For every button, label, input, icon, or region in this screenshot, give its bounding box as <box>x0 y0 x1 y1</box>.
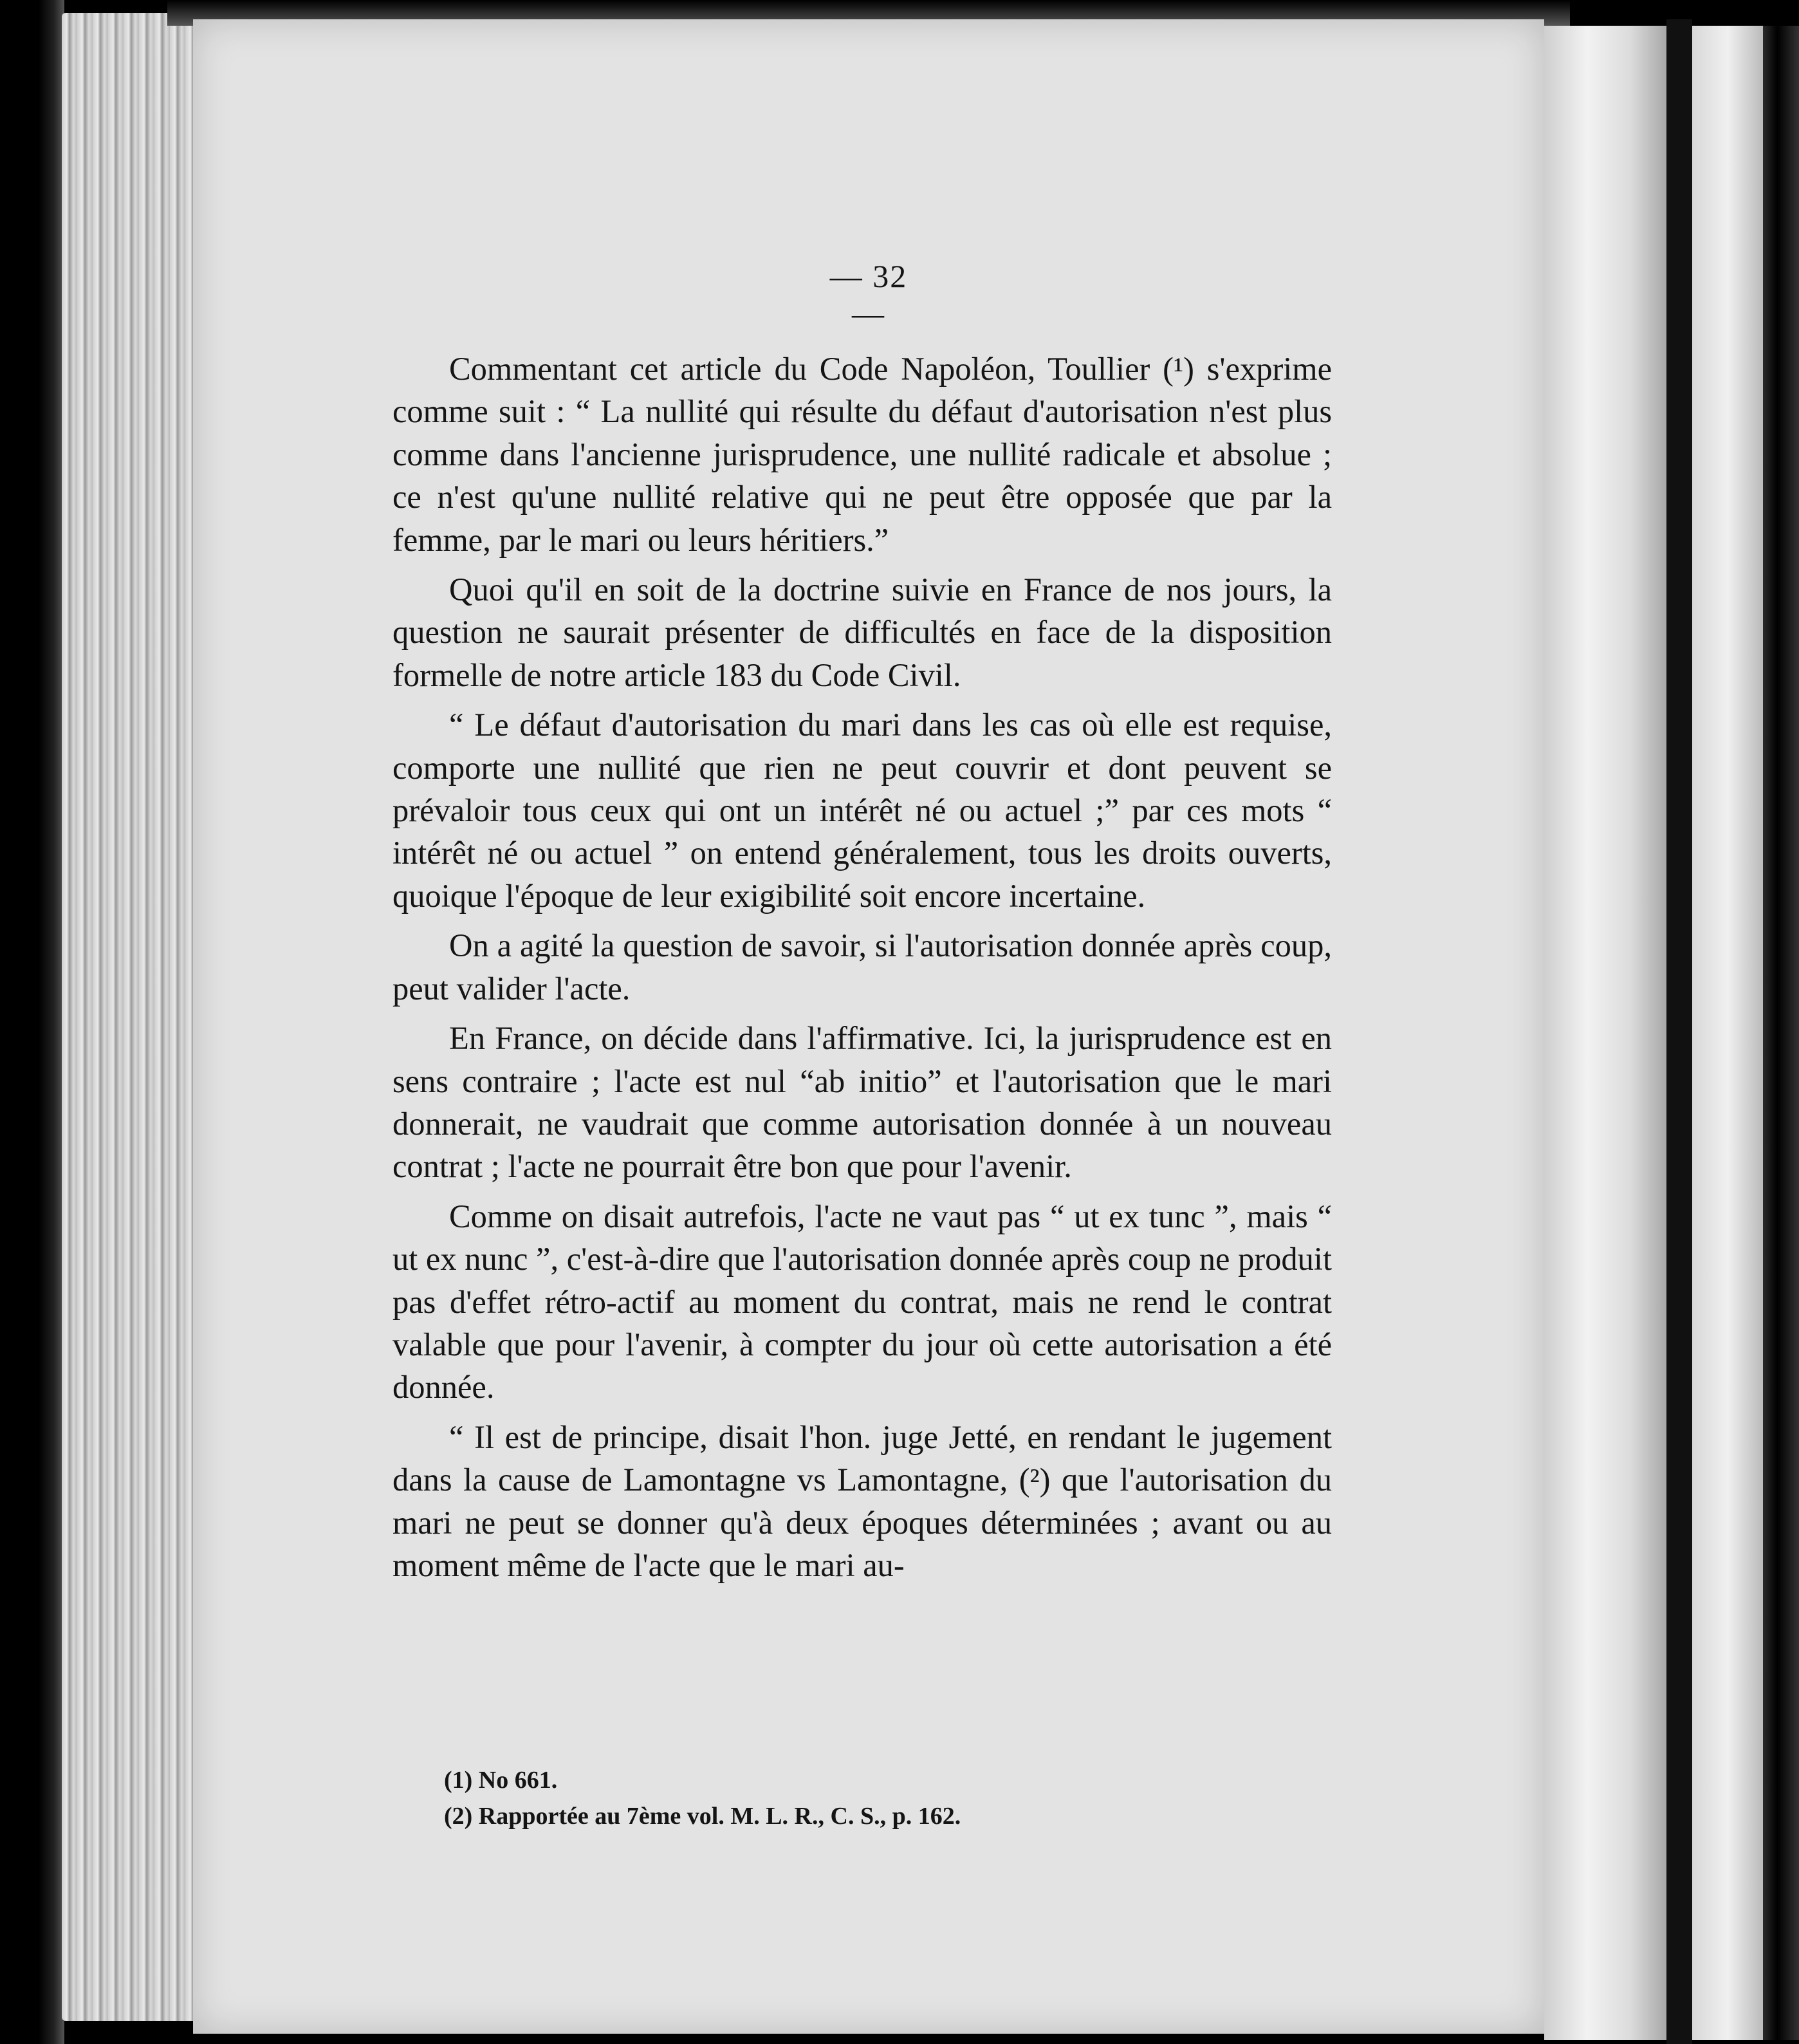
paragraph: On a agité la question de savoir, si l'autorisation donnée après coup, peut valider l'acte. <box>392 927 1332 1007</box>
paragraph: En France, on décide dans l'affirmative. Ici, la jurisprudence est en sens contraire ; l'acte est nul “ab initio” et l'autorisation que le mari donnerait, ne vaudrait que comme autorisation donnée à un nouveau contrat ; l'acte ne pourrait être bon que pour l'avenir. <box>392 1020 1332 1185</box>
book-edge-dark <box>39 0 64 2044</box>
footnote: (1) No 661. <box>444 1767 558 1794</box>
body-text <box>392 348 1332 1593</box>
footnote: (2) Rapportée au 7ème vol. M. L. R., C. S., p. 162. <box>444 1803 961 1830</box>
paragraph: Comme on disait autrefois, l'acte ne vaut pas “ ut ex tunc ”, mais “ ut ex nunc ”, c'est-à-dire que l'autorisation donnée après coup ne produit pas d'effet rétro-actif au moment du contrat, mais ne rend le contrat valable que pour l'avenir, à compter du jour où cette autorisation a été donnée. <box>392 1198 1332 1406</box>
page-number: — 32 — <box>829 258 908 331</box>
next-page-edge <box>1692 26 1763 2040</box>
paragraph: “ Il est de principe, disait l'hon. juge Jetté, en rendant le jugement dans la cause de Lamontagne vs Lamontagne, (²) que l'autorisation du mari ne peut se donner qu'à deux époques déterminées ; avant ou au moment même de l'acte que le mari au- <box>392 1418 1332 1583</box>
page-edges-left <box>62 13 193 2021</box>
book-gutter <box>1544 26 1666 2040</box>
book-spine <box>1666 19 1692 2044</box>
footnotes <box>444 1762 1345 1834</box>
paragraph: “ Le défaut d'autorisation du mari dans les cas où elle est requise, comporte une nullité que rien ne peut couvrir et dont peuvent se prévaloir tous ceux qui ont un intérêt né ou actuel ;” par ces mots “ intérêt né ou actuel ” on entend généralement, tous les droits ouverts, quoique l'époque de leur exigibilité soit encore incertaine. <box>392 707 1332 914</box>
paragraph: Commentant cet article du Code Napoléon, Toullier (¹) s'exprime comme suit : “ La nullité qui résulte du défaut d'autorisation n'est plus comme dans l'ancienne jurisprudence, une nullité radicale et absolue ; ce n'est qu'une nullité relative qui ne peut être opposée que par la femme, par le mari ou leurs héritiers.” <box>392 351 1332 558</box>
book-edge-right <box>1763 26 1799 2040</box>
paragraph: Quoi qu'il en soit de la doctrine suivie en France de nos jours, la question ne saurait présenter de difficultés en face de la disposition formelle de notre article 183 du Code Civil. <box>392 571 1332 693</box>
